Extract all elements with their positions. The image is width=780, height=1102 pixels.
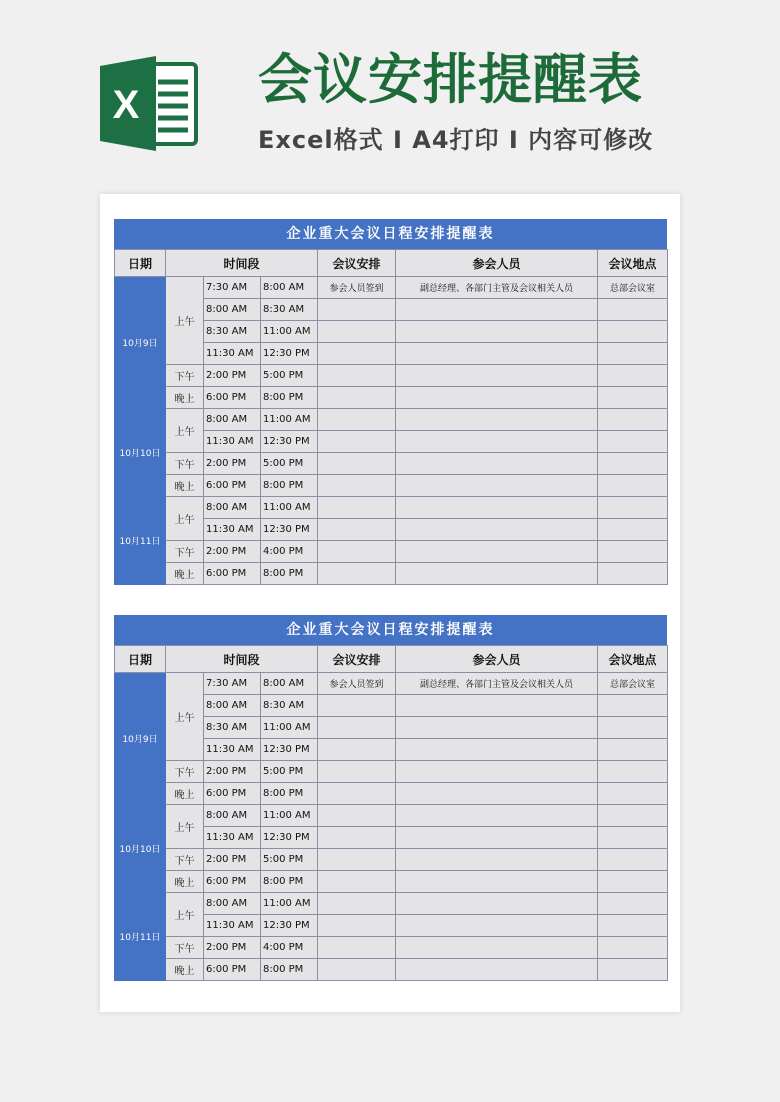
start-time-cell[interactable]: 11:30 AM: [204, 519, 261, 541]
header-date: 日期: [115, 250, 166, 277]
header-agenda: 会议安排: [318, 250, 396, 277]
agenda-cell[interactable]: [318, 739, 396, 761]
start-time-cell[interactable]: 2:00 PM: [204, 937, 261, 959]
start-time-cell[interactable]: 2:00 PM: [204, 761, 261, 783]
agenda-cell[interactable]: [318, 893, 396, 915]
start-time-cell[interactable]: 11:30 AM: [204, 915, 261, 937]
location-cell[interactable]: [598, 827, 668, 849]
date-cell: 10月11日: [115, 497, 166, 585]
end-time-cell[interactable]: 8:00 PM: [261, 563, 318, 585]
period-cell: 上午: [166, 497, 204, 541]
attendees-cell[interactable]: [396, 519, 598, 541]
header-row: [115, 646, 668, 673]
agenda-cell[interactable]: [318, 871, 396, 893]
period-cell: 上午: [166, 277, 204, 365]
attendees-cell[interactable]: [396, 387, 598, 409]
start-time-cell[interactable]: 8:30 AM: [204, 717, 261, 739]
agenda-cell[interactable]: [318, 409, 396, 431]
location-cell[interactable]: [598, 497, 668, 519]
table-row: [115, 365, 668, 387]
table-row: [115, 541, 668, 563]
attendees-cell[interactable]: [396, 783, 598, 805]
start-time-cell[interactable]: 8:00 AM: [204, 695, 261, 717]
svg-text:X: X: [112, 83, 140, 127]
start-time-cell[interactable]: 6:00 PM: [204, 871, 261, 893]
attendees-cell[interactable]: [396, 475, 598, 497]
end-time-cell[interactable]: 12:30 PM: [261, 827, 318, 849]
end-time-cell[interactable]: 5:00 PM: [261, 453, 318, 475]
schedule-table: [114, 645, 668, 981]
agenda-cell[interactable]: [318, 387, 396, 409]
date-cell: 10月11日: [115, 893, 166, 981]
agenda-cell[interactable]: [318, 805, 396, 827]
location-cell[interactable]: [598, 519, 668, 541]
end-time-cell[interactable]: 8:00 PM: [261, 475, 318, 497]
attendees-cell[interactable]: [396, 827, 598, 849]
start-time-cell[interactable]: 6:00 PM: [204, 475, 261, 497]
location-cell[interactable]: [598, 915, 668, 937]
start-time-cell[interactable]: 11:30 AM: [204, 739, 261, 761]
attendees-cell[interactable]: [396, 717, 598, 739]
table-row: [115, 387, 668, 409]
agenda-cell[interactable]: [318, 541, 396, 563]
attendees-cell[interactable]: 副总经理、各部门主管及会议相关人员: [396, 673, 598, 695]
attendees-cell[interactable]: [396, 805, 598, 827]
location-cell[interactable]: [598, 321, 668, 343]
header-row: [115, 250, 668, 277]
header-date: 日期: [115, 646, 166, 673]
attendees-cell[interactable]: [396, 695, 598, 717]
attendees-cell[interactable]: [396, 343, 598, 365]
attendees-cell[interactable]: [396, 299, 598, 321]
agenda-cell[interactable]: 参会人员签到: [318, 673, 396, 695]
end-time-cell[interactable]: 12:30 PM: [261, 431, 318, 453]
end-time-cell[interactable]: 5:00 PM: [261, 849, 318, 871]
attendees-cell[interactable]: [396, 871, 598, 893]
start-time-cell[interactable]: 11:30 AM: [204, 431, 261, 453]
header-time: 时间段: [166, 646, 318, 673]
end-time-cell[interactable]: 11:00 AM: [261, 321, 318, 343]
sheet-title: 企业重大会议日程安排提醒表: [114, 615, 667, 645]
end-time-cell[interactable]: 8:30 AM: [261, 695, 318, 717]
header-location: 会议地点: [598, 646, 668, 673]
end-time-cell[interactable]: 8:00 AM: [261, 277, 318, 299]
location-cell[interactable]: [598, 299, 668, 321]
agenda-cell[interactable]: [318, 519, 396, 541]
period-cell: 晚上: [166, 563, 204, 585]
period-cell: 下午: [166, 937, 204, 959]
table-row: [115, 497, 668, 519]
table-row: [115, 937, 668, 959]
location-cell[interactable]: [598, 739, 668, 761]
end-time-cell[interactable]: 11:00 AM: [261, 497, 318, 519]
end-time-cell[interactable]: 11:00 AM: [261, 717, 318, 739]
agenda-cell[interactable]: [318, 849, 396, 871]
start-time-cell[interactable]: 8:00 AM: [204, 497, 261, 519]
location-cell[interactable]: [598, 431, 668, 453]
location-cell[interactable]: [598, 475, 668, 497]
end-time-cell[interactable]: 8:00 PM: [261, 871, 318, 893]
schedule-sheet-2: [114, 615, 667, 981]
period-cell: 上午: [166, 409, 204, 453]
attendees-cell[interactable]: [396, 409, 598, 431]
agenda-cell[interactable]: [318, 783, 396, 805]
attendees-cell[interactable]: [396, 761, 598, 783]
agenda-cell[interactable]: [318, 365, 396, 387]
agenda-cell[interactable]: [318, 475, 396, 497]
period-cell: 晚上: [166, 783, 204, 805]
attendees-cell[interactable]: [396, 453, 598, 475]
location-cell[interactable]: [598, 937, 668, 959]
attendees-cell[interactable]: [396, 915, 598, 937]
period-cell: 上午: [166, 673, 204, 761]
agenda-cell[interactable]: [318, 915, 396, 937]
period-cell: 下午: [166, 761, 204, 783]
header-time: 时间段: [166, 250, 318, 277]
header-attendees: 参会人员: [396, 250, 598, 277]
schedule-sheet-1: [114, 219, 667, 585]
end-time-cell[interactable]: 4:00 PM: [261, 541, 318, 563]
start-time-cell[interactable]: 8:30 AM: [204, 321, 261, 343]
location-cell[interactable]: [598, 409, 668, 431]
start-time-cell[interactable]: 7:30 AM: [204, 277, 261, 299]
agenda-cell[interactable]: 参会人员签到: [318, 277, 396, 299]
table-row: [115, 277, 668, 299]
page-header: [0, 0, 780, 180]
page-title: 会议安排提醒表: [258, 48, 643, 111]
location-cell[interactable]: [598, 717, 668, 739]
attendees-cell[interactable]: [396, 893, 598, 915]
page-subtitle: Excel格式 I A4打印 I 内容可修改: [258, 126, 654, 154]
table-row: [115, 871, 668, 893]
end-time-cell[interactable]: 4:00 PM: [261, 937, 318, 959]
agenda-cell[interactable]: [318, 761, 396, 783]
end-time-cell[interactable]: 11:00 AM: [261, 805, 318, 827]
location-cell[interactable]: [598, 761, 668, 783]
table-row: [115, 453, 668, 475]
start-time-cell[interactable]: 6:00 PM: [204, 563, 261, 585]
period-cell: 晚上: [166, 871, 204, 893]
agenda-cell[interactable]: [318, 827, 396, 849]
date-cell: 10月9日: [115, 277, 166, 409]
start-time-cell[interactable]: 6:00 PM: [204, 783, 261, 805]
table-row: [115, 805, 668, 827]
location-cell[interactable]: [598, 541, 668, 563]
date-cell: 10月10日: [115, 409, 166, 497]
sheet-title: 企业重大会议日程安排提醒表: [114, 219, 667, 249]
agenda-cell[interactable]: [318, 299, 396, 321]
start-time-cell[interactable]: 8:00 AM: [204, 299, 261, 321]
attendees-cell[interactable]: [396, 937, 598, 959]
attendees-cell[interactable]: [396, 563, 598, 585]
start-time-cell[interactable]: 11:30 AM: [204, 343, 261, 365]
end-time-cell[interactable]: 11:00 AM: [261, 409, 318, 431]
location-cell[interactable]: [598, 343, 668, 365]
period-cell: 下午: [166, 453, 204, 475]
end-time-cell[interactable]: 5:00 PM: [261, 761, 318, 783]
period-cell: 下午: [166, 849, 204, 871]
date-cell: 10月9日: [115, 673, 166, 805]
start-time-cell[interactable]: 11:30 AM: [204, 827, 261, 849]
period-cell: 晚上: [166, 959, 204, 981]
start-time-cell[interactable]: 6:00 PM: [204, 959, 261, 981]
agenda-cell[interactable]: [318, 431, 396, 453]
location-cell[interactable]: [598, 893, 668, 915]
period-cell: 上午: [166, 805, 204, 849]
location-cell[interactable]: [598, 365, 668, 387]
agenda-cell[interactable]: [318, 695, 396, 717]
attendees-cell[interactable]: [396, 431, 598, 453]
start-time-cell[interactable]: 2:00 PM: [204, 849, 261, 871]
agenda-cell[interactable]: [318, 321, 396, 343]
end-time-cell[interactable]: 8:30 AM: [261, 299, 318, 321]
end-time-cell[interactable]: 11:00 AM: [261, 893, 318, 915]
table-row: [115, 783, 668, 805]
schedule-table: [114, 249, 668, 585]
table-row: [115, 959, 668, 981]
start-time-cell[interactable]: 8:00 AM: [204, 893, 261, 915]
agenda-cell[interactable]: [318, 937, 396, 959]
start-time-cell[interactable]: 7:30 AM: [204, 673, 261, 695]
end-time-cell[interactable]: 8:00 PM: [261, 959, 318, 981]
document-paper: [100, 194, 680, 1012]
location-cell[interactable]: [598, 849, 668, 871]
start-time-cell[interactable]: 8:00 AM: [204, 409, 261, 431]
table-row: [115, 475, 668, 497]
start-time-cell[interactable]: 6:00 PM: [204, 387, 261, 409]
excel-logo-icon: [100, 56, 198, 151]
location-cell[interactable]: [598, 453, 668, 475]
period-cell: 下午: [166, 365, 204, 387]
end-time-cell[interactable]: 8:00 PM: [261, 387, 318, 409]
agenda-cell[interactable]: [318, 959, 396, 981]
end-time-cell[interactable]: 12:30 PM: [261, 739, 318, 761]
period-cell: 晚上: [166, 387, 204, 409]
end-time-cell[interactable]: 12:30 PM: [261, 915, 318, 937]
end-time-cell[interactable]: 12:30 PM: [261, 519, 318, 541]
date-cell: 10月10日: [115, 805, 166, 893]
location-cell[interactable]: [598, 959, 668, 981]
attendees-cell[interactable]: [396, 849, 598, 871]
location-cell[interactable]: 总部会议室: [598, 673, 668, 695]
agenda-cell[interactable]: [318, 343, 396, 365]
agenda-cell[interactable]: [318, 453, 396, 475]
attendees-cell[interactable]: [396, 541, 598, 563]
agenda-cell[interactable]: [318, 563, 396, 585]
table-row: [115, 409, 668, 431]
table-row: [115, 761, 668, 783]
attendees-cell[interactable]: 副总经理、各部门主管及会议相关人员: [396, 277, 598, 299]
start-time-cell[interactable]: 2:00 PM: [204, 365, 261, 387]
header-agenda: 会议安排: [318, 646, 396, 673]
attendees-cell[interactable]: [396, 321, 598, 343]
end-time-cell[interactable]: 5:00 PM: [261, 365, 318, 387]
agenda-cell[interactable]: [318, 497, 396, 519]
location-cell[interactable]: [598, 563, 668, 585]
table-row: [115, 673, 668, 695]
start-time-cell[interactable]: 2:00 PM: [204, 453, 261, 475]
header-attendees: 参会人员: [396, 646, 598, 673]
location-cell[interactable]: [598, 783, 668, 805]
period-cell: 晚上: [166, 475, 204, 497]
table-row: [115, 849, 668, 871]
period-cell: 上午: [166, 893, 204, 937]
attendees-cell[interactable]: [396, 959, 598, 981]
end-time-cell[interactable]: 8:00 AM: [261, 673, 318, 695]
location-cell[interactable]: [598, 871, 668, 893]
attendees-cell[interactable]: [396, 365, 598, 387]
table-row: [115, 893, 668, 915]
location-cell[interactable]: [598, 805, 668, 827]
attendees-cell[interactable]: [396, 497, 598, 519]
agenda-cell[interactable]: [318, 717, 396, 739]
end-time-cell[interactable]: 12:30 PM: [261, 343, 318, 365]
table-row: [115, 563, 668, 585]
start-time-cell[interactable]: 2:00 PM: [204, 541, 261, 563]
location-cell[interactable]: [598, 387, 668, 409]
period-cell: 下午: [166, 541, 204, 563]
location-cell[interactable]: [598, 695, 668, 717]
location-cell[interactable]: 总部会议室: [598, 277, 668, 299]
end-time-cell[interactable]: 8:00 PM: [261, 783, 318, 805]
header-location: 会议地点: [598, 250, 668, 277]
attendees-cell[interactable]: [396, 739, 598, 761]
start-time-cell[interactable]: 8:00 AM: [204, 805, 261, 827]
